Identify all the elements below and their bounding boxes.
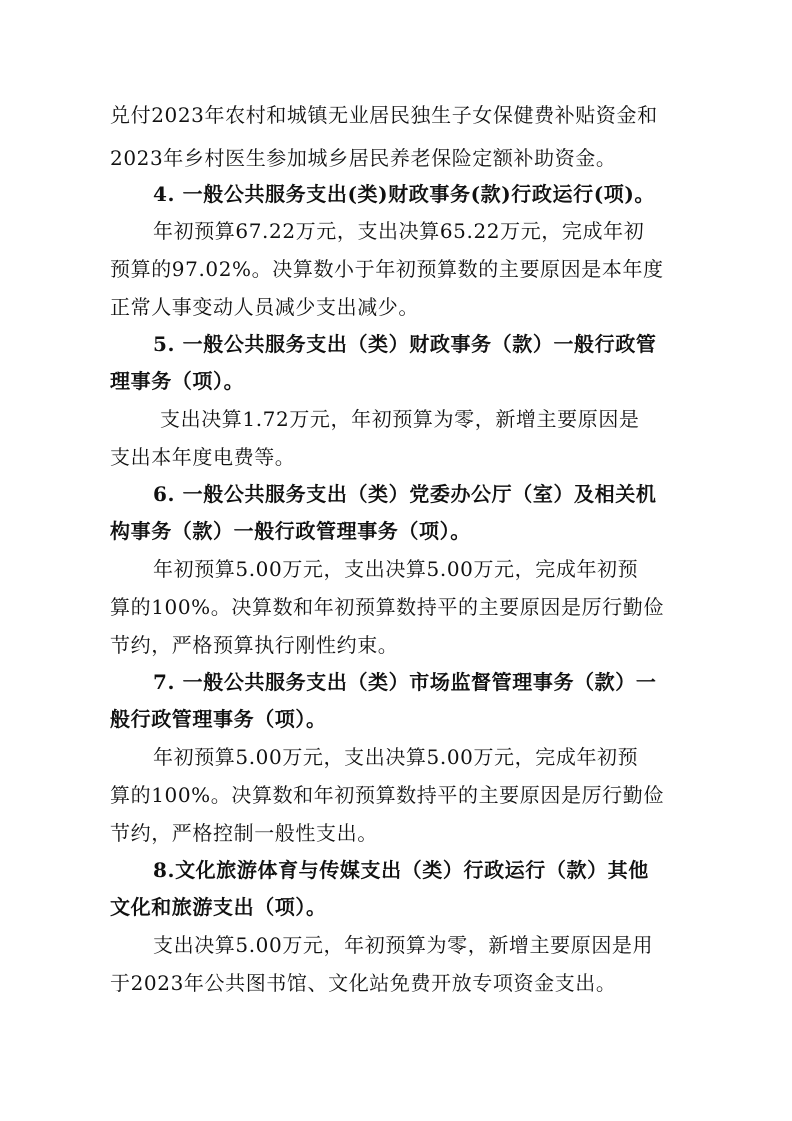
section-8-body-line-2: 于2023年公共图书馆、文化站免费开放专项资金支出。 [110, 971, 617, 995]
section-4-body-line-3: 正常人事变动人员减少支出减少。 [110, 295, 419, 319]
section-heading-5-line-1: 5. 一般公共服务支出（类）财政事务（款）一般行政管 [153, 332, 657, 356]
section-4-body-line-1: 年初预算67.22万元，支出决算65.22万元，完成年初 [153, 219, 645, 243]
section-8-body-line-1: 支出决算5.00万元，年初预算为零，新增主要原因是用 [153, 933, 654, 957]
section-heading-6-line-1: 6. 一般公共服务支出（类）党委办公厅（室）及相关机 [153, 482, 657, 506]
section-4-body-line-2: 预算的97.02%。决算数小于年初预算数的主要原因是本年度 [110, 257, 664, 281]
section-heading-5-line-2: 理事务（项）。 [110, 369, 245, 393]
text-line-continuation-1: 兑付2023年农村和城镇无业居民独生子女保健费补贴资金和 [110, 103, 658, 127]
section-7-body-line-3: 节约，严格控制一般性支出。 [110, 821, 378, 845]
section-6-body-line-3: 节约，严格预算执行刚性约束。 [110, 633, 399, 657]
section-heading-8-line-2: 文化和旅游支出（项）。 [110, 895, 327, 919]
text-line-continuation-2: 2023年乡村医生参加城乡居民养老保险定额补助资金。 [110, 146, 617, 170]
section-heading-7-line-2: 般行政管理事务（项）。 [110, 707, 327, 731]
section-heading-6-line-2: 构事务（款）一般行政管理事务（项）。 [110, 519, 471, 543]
section-7-body-line-2: 算的100%。决算数和年初预算数持平的主要原因是厉行勤俭 [110, 783, 664, 807]
section-5-body-line-1: 支出决算1.72万元，年初预算为零，新增主要原因是 [160, 407, 640, 431]
section-5-body-line-2: 支出本年度电费等。 [110, 445, 296, 469]
section-6-body-line-1: 年初预算5.00万元，支出决算5.00万元，完成年初预 [153, 557, 639, 581]
section-heading-4: 4. 一般公共服务支出(类)财政事务(款)行政运行(项)。 [153, 182, 656, 206]
section-heading-8-line-1: 8.文化旅游体育与传媒支出（类）行政运行（款）其他 [153, 858, 649, 882]
section-6-body-line-2: 算的100%。决算数和年初预算数持平的主要原因是厉行勤俭 [110, 595, 664, 619]
section-7-body-line-1: 年初预算5.00万元，支出决算5.00万元，完成年初预 [153, 745, 639, 769]
section-heading-7-line-1: 7. 一般公共服务支出（类）市场监督管理事务（款）一 [153, 670, 657, 694]
